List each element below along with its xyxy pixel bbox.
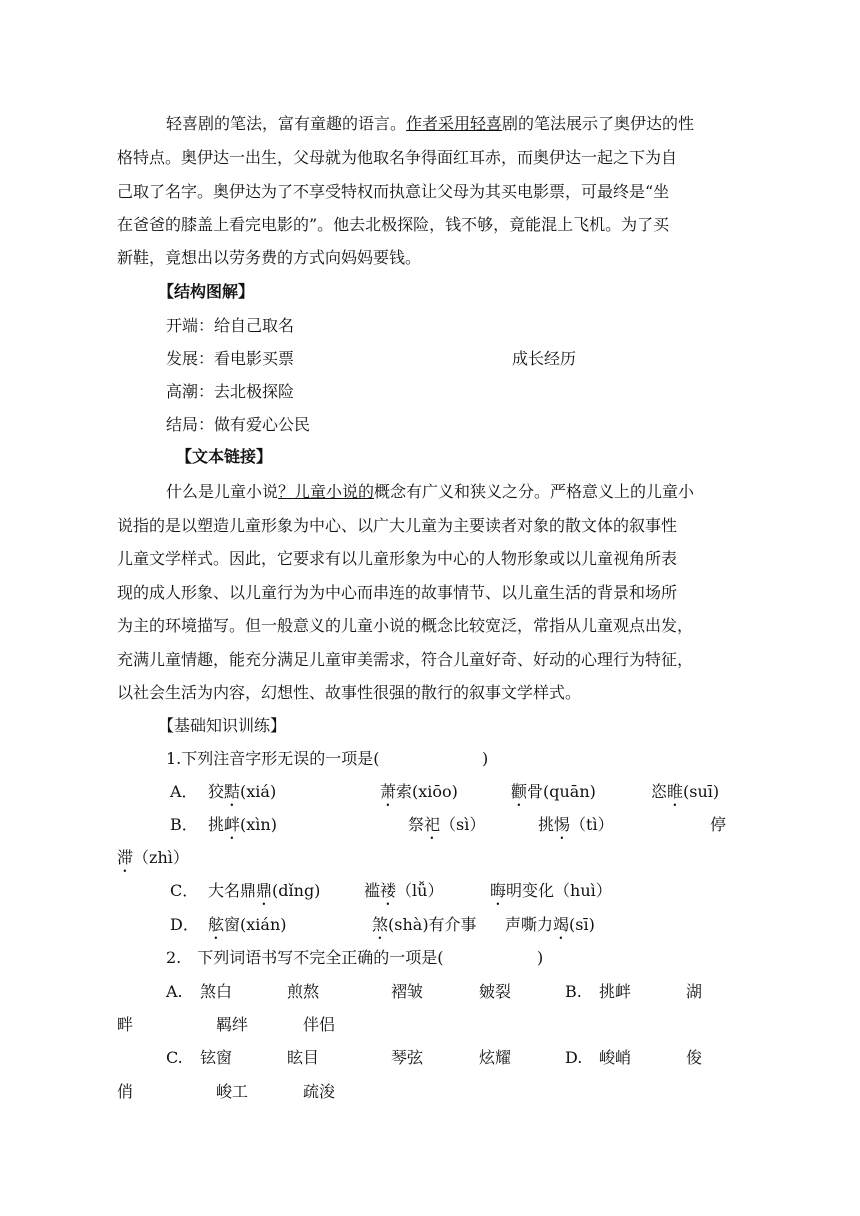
q1-option-a-word-1: 狡黠(xiá) [208,782,277,801]
q1-option-d-word-2: 煞(shà)有介事 [372,915,477,934]
link-line-7: 以社会生活为内容，幻想性、故事性很强的散行的叙事文学样式。 [117,683,582,702]
structure-item-climax: 高潮：去北极探险 [166,382,295,401]
link-line-5: 为主的环境描写。但一般意义的儿童小说的概念比较宽泛，常指从儿童观点出发， [117,616,694,635]
link-line-4: 现的成人形象、以儿童行为为中心而串连的故事情节、以儿童生活的背景和场所 [117,583,678,602]
link-line-1: 什么是儿童小说？儿童小说的概念有广义和狭义之分。严格意义上的儿童小 [166,482,695,501]
q1-option-c-word-3: 晦明变化（huì） [490,881,612,900]
structure-item-start: 开端：给自己取名 [166,316,295,335]
link-line-6: 充满儿童情趣，能充分满足儿童审美需求，符合儿童好奇、好动的心理行为特征， [117,650,694,669]
q2-word: 皴裂 [479,982,512,1001]
q1-stem-end: ) [482,749,489,768]
q1-stem: 1.下列注音字形无误的一项是( [166,749,380,768]
q1-option-c-word-1: 大名鼎鼎(dǐng) [208,881,321,900]
link-heading: 【文本链接】 [176,447,273,466]
q2-option-a-label: A. [166,982,183,1001]
q2-option-d-label: D. [565,1048,583,1067]
q2-word: 峻工 [216,1082,249,1101]
q2-word: 挑衅 [599,982,632,1001]
q2-word: 褶皱 [391,982,424,1001]
q1-option-a-word-4: 恣睢(suī) [651,782,720,801]
q2-word: 疏浚 [303,1082,336,1101]
q2-word: 眩目 [287,1048,320,1067]
q2-stem-end: ) [537,948,544,967]
q2-option-c-label: C. [166,1048,183,1067]
q2-word: 煞白 [200,982,233,1001]
q2-stem: 2. 下列词语书写不完全正确的一项是( [166,948,444,967]
structure-heading: 【结构图解】 [158,282,255,301]
q2-word: 琴弦 [391,1048,424,1067]
q2-word-start: 俊 [686,1048,703,1067]
structure-item-ending: 结局：做有爱心公民 [166,415,311,434]
intro-line-5: 新鞋，竟想出以劳务费的方式向妈妈要钱。 [117,248,422,267]
q2-word: 羁绊 [216,1015,249,1034]
intro-line-1: 轻喜剧的笔法，富有童趣的语言。作者采用轻喜剧的笔法展示了奥伊达的性 [166,114,695,133]
q2-word-end: 俏 [117,1082,134,1101]
q2-word: 峻峭 [599,1048,632,1067]
q1-option-b-word-2: 祭祀（sì） [408,815,486,834]
q1-option-b-word-4-cont: 滞（zhì） [117,848,189,867]
intro-line-2: 格特点。奥伊达一出生，父母就为他取名争得面红耳赤，而奥伊达一起之下为自 [117,148,678,167]
q1-option-d-word-3: 声嘶力竭(sī) [505,915,595,934]
link-line-2: 说指的是以塑造儿童形象为中心、以广大儿童为主要读者对象的散文体的叙事性 [117,516,678,535]
q1-option-b-label: B． [170,815,198,834]
q2-word: 铉窗 [200,1048,233,1067]
q2-word: 煎熬 [287,982,320,1001]
q1-option-c-label: C． [170,881,199,900]
q1-option-b-word-4: 停 [710,815,727,834]
structure-side-label: 成长经历 [512,349,577,368]
underlined-phrase: 作者采用轻喜 [406,114,503,133]
q2-word: 炫耀 [479,1048,512,1067]
training-heading: 【基础知识训练】 [158,716,287,735]
intro-line-3: 己取了名字。奥伊达为了不享受特权而执意让父母为其买电影票，可最终是“坐 [117,182,670,201]
q1-option-d-word-1: 舷窗(xián) [208,915,287,934]
q2-word-start: 湖 [686,982,703,1001]
q1-option-a-label: A． [170,782,198,801]
q1-option-a-word-3: 颧骨(quān) [511,782,596,801]
q2-word-end: 畔 [117,1015,134,1034]
structure-item-develop: 发展：看电影买票 [166,349,295,368]
q1-option-b-word-3: 挑惕（tì） [538,815,614,834]
link-line-3: 儿童文学样式。因此，它要求有以儿童形象为中心的人物形象或以儿童视角所表 [117,549,678,568]
q2-word: 伴侣 [303,1015,336,1034]
q2-option-b-label: B. [565,982,582,1001]
intro-line-4: 在爸爸的膝盖上看完电影的”。他去北极探险，钱不够，竟能混上飞机。为了买 [117,215,670,234]
q1-option-d-label: D． [170,915,199,934]
q1-option-b-word-1: 挑衅(xìn) [208,815,277,834]
q1-option-a-word-2: 萧索(xiōo) [380,782,458,801]
q1-option-c-word-2: 褴褛（lǚ） [364,881,444,900]
underlined-phrase: ？儿童小说的 [278,482,375,501]
